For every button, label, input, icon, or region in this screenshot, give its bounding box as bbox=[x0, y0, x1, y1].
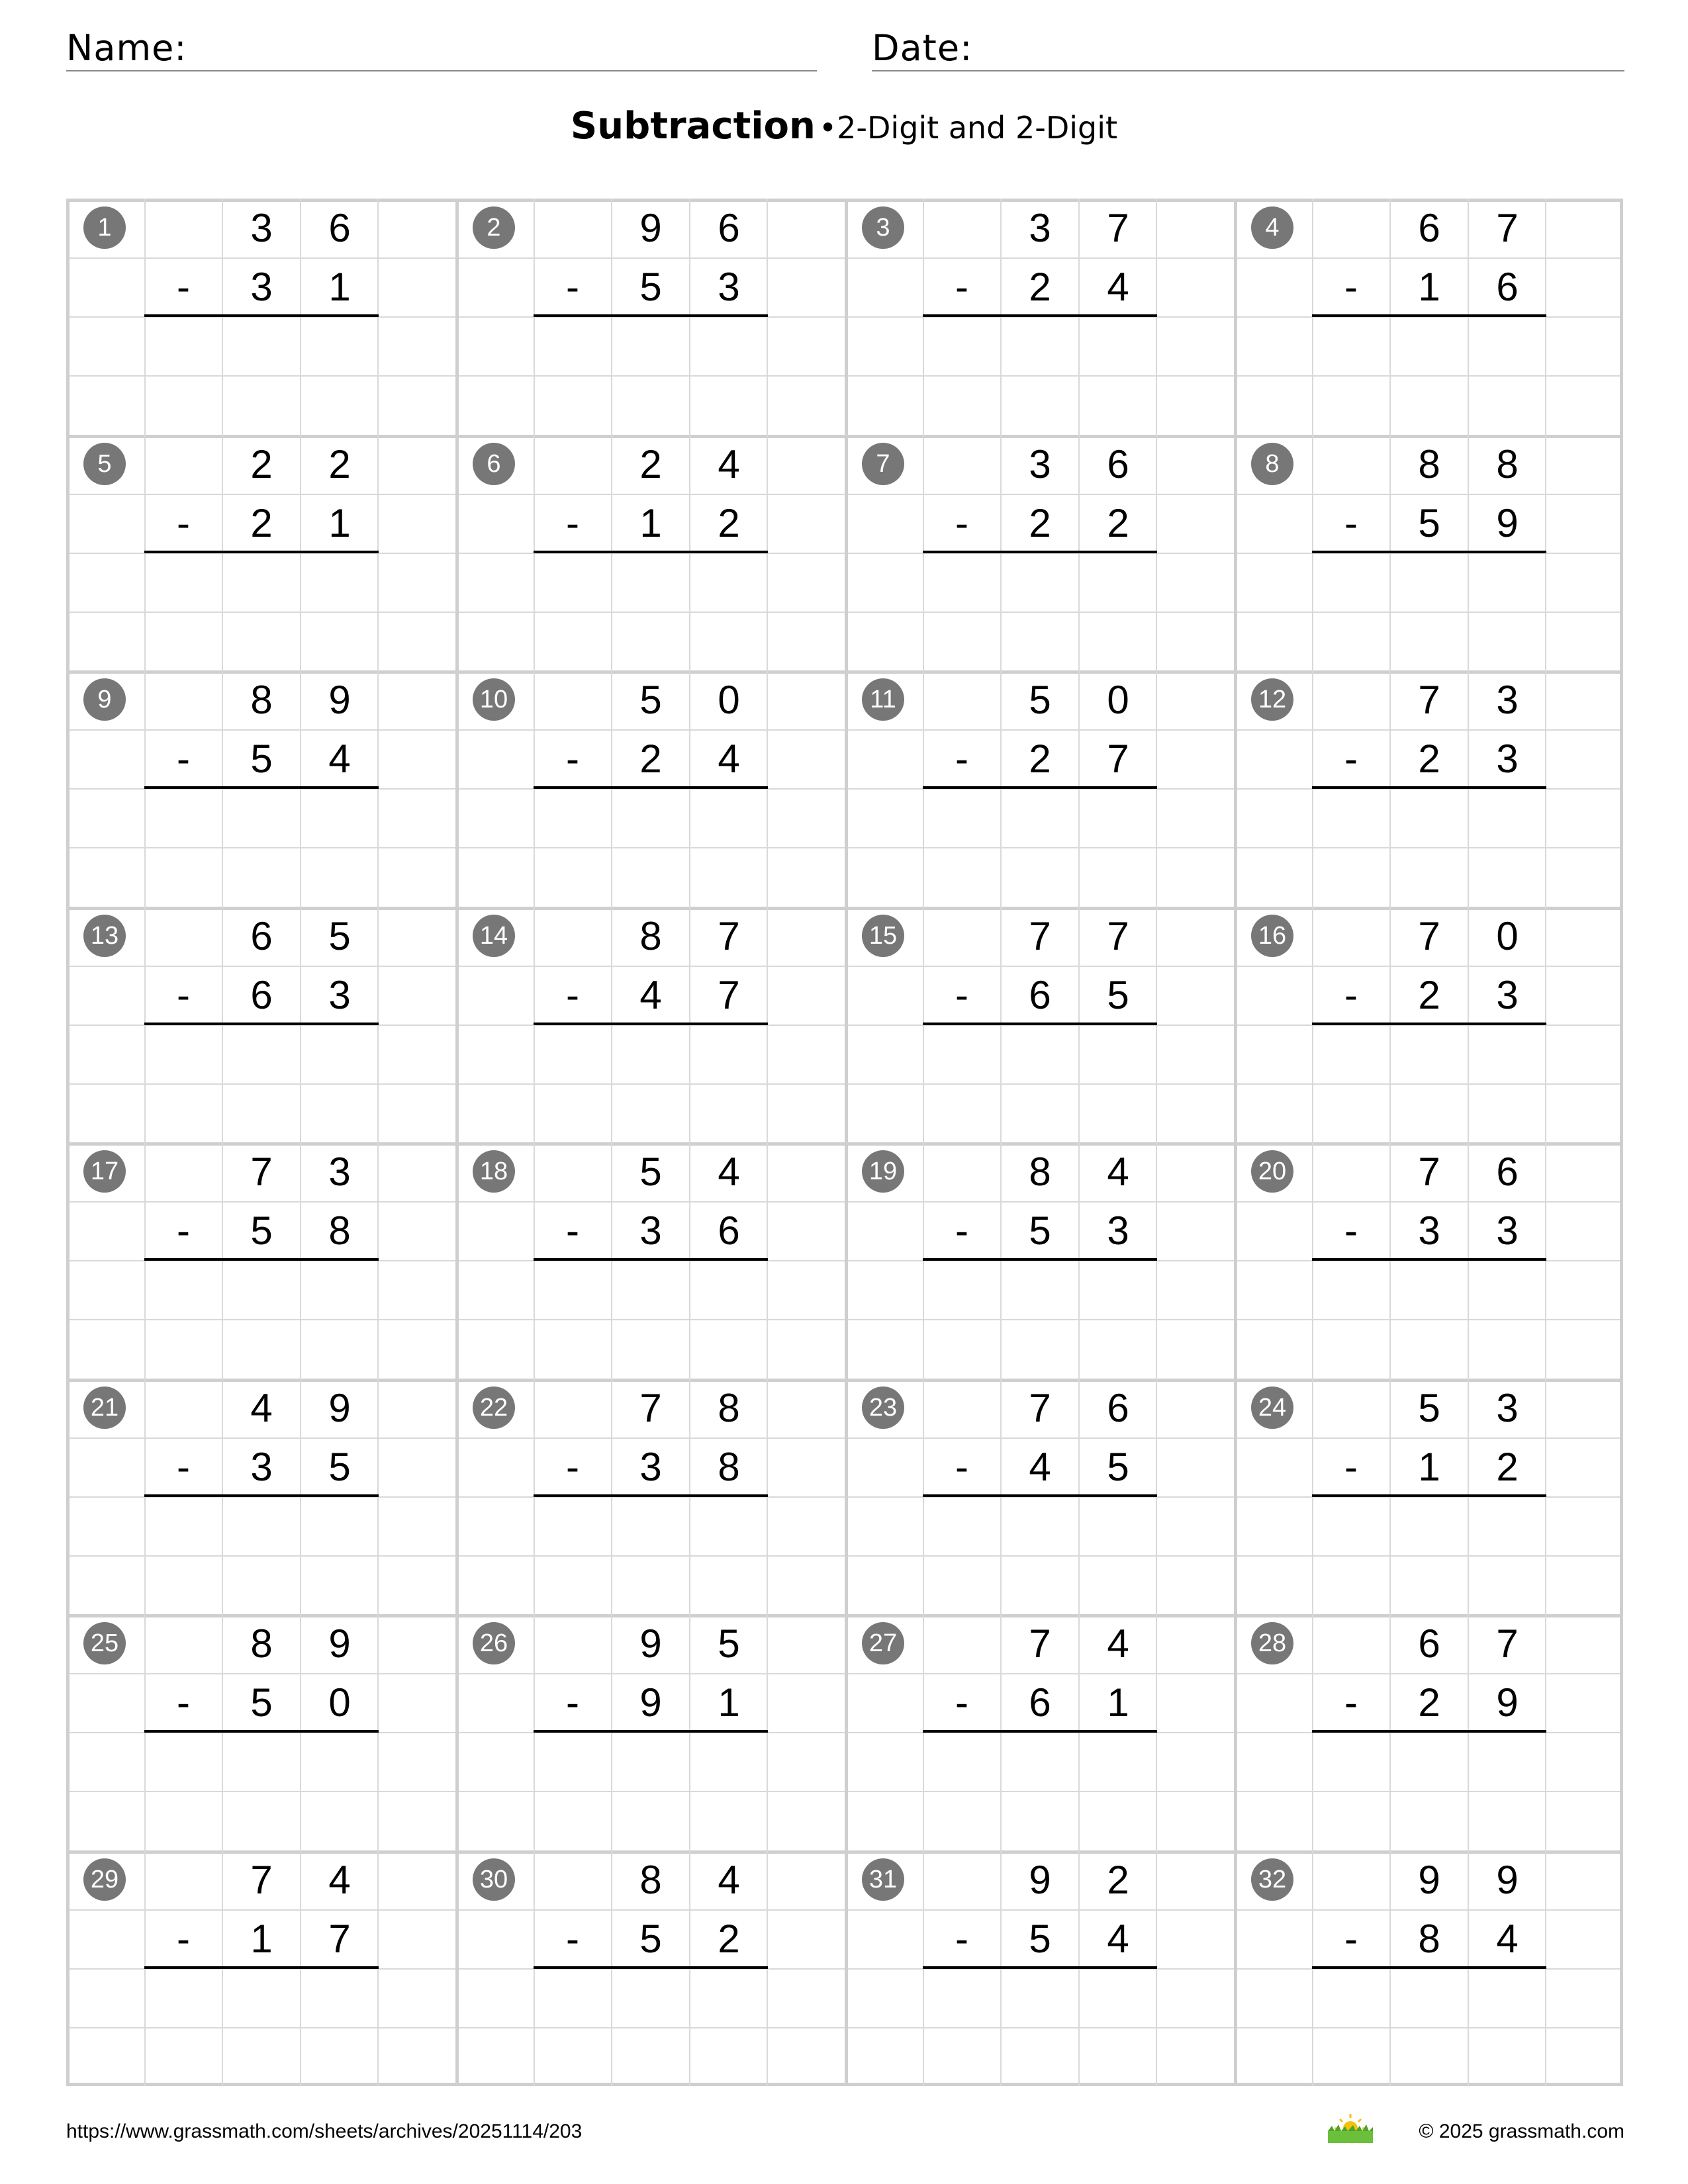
minuend-digit: 3 bbox=[250, 206, 273, 250]
subtrahend-digit: 3 bbox=[1496, 972, 1519, 1017]
subtrahend-digit: 4 bbox=[639, 972, 662, 1017]
minuend-digit: 6 bbox=[1418, 206, 1440, 250]
minuend-digit: 2 bbox=[328, 441, 351, 486]
minuend-digit: 8 bbox=[1029, 1150, 1051, 1194]
minuend-digit: 4 bbox=[250, 1385, 273, 1430]
subtrahend-digit: 4 bbox=[328, 737, 351, 781]
minus-sign: - bbox=[1344, 265, 1358, 309]
answer-line bbox=[534, 314, 768, 317]
minuend-digit: 0 bbox=[1496, 913, 1519, 958]
title-separator: • bbox=[818, 110, 837, 146]
worksheet-title bbox=[0, 105, 1688, 148]
problem-14 bbox=[455, 907, 845, 1142]
subtrahend-digit: 1 bbox=[1418, 265, 1440, 309]
subtrahend-digit: 5 bbox=[1107, 972, 1129, 1017]
minuend-digit: 7 bbox=[718, 913, 740, 958]
minus-sign: - bbox=[177, 1208, 190, 1253]
problem-26 bbox=[455, 1614, 845, 1850]
subtrahend-digit: 5 bbox=[1107, 1444, 1129, 1489]
problem-15 bbox=[845, 907, 1234, 1142]
minuend-digit: 7 bbox=[1029, 913, 1051, 958]
minuend-digit: 4 bbox=[718, 1150, 740, 1194]
minus-sign: - bbox=[566, 1680, 579, 1725]
answer-line bbox=[923, 551, 1157, 553]
subtrahend-digit: 3 bbox=[1107, 1208, 1129, 1253]
footer-url: https://www.grassmath.com/sheets/archives/20251114/203 bbox=[66, 2120, 583, 2142]
problem-number-badge: 28 bbox=[1251, 1622, 1293, 1664]
name-label: Name: bbox=[66, 27, 187, 69]
problem-28 bbox=[1234, 1614, 1623, 1850]
minus-sign: - bbox=[955, 1680, 968, 1725]
answer-line bbox=[144, 1023, 379, 1025]
subtrahend-digit: 1 bbox=[1107, 1680, 1129, 1725]
problem-number-badge: 15 bbox=[862, 915, 904, 957]
answer-line bbox=[144, 786, 379, 789]
answer-line bbox=[534, 786, 768, 789]
answer-line bbox=[1312, 1966, 1546, 1969]
subtrahend-digit: 2 bbox=[1107, 500, 1129, 545]
minus-sign: - bbox=[177, 737, 190, 781]
minus-sign: - bbox=[566, 1444, 579, 1489]
minus-sign: - bbox=[955, 1916, 968, 1961]
problem-30 bbox=[455, 1850, 845, 2086]
problem-number-badge: 21 bbox=[83, 1387, 126, 1429]
answer-line bbox=[144, 1258, 379, 1261]
minuend-digit: 8 bbox=[250, 1621, 273, 1666]
subtrahend-digit: 8 bbox=[1418, 1916, 1440, 1961]
minus-sign: - bbox=[1344, 737, 1358, 781]
subtrahend-digit: 5 bbox=[1029, 1916, 1051, 1961]
problem-number-badge: 7 bbox=[862, 443, 904, 485]
problem-number-badge: 17 bbox=[83, 1150, 126, 1193]
problem-number-badge: 3 bbox=[862, 206, 904, 249]
minus-sign: - bbox=[566, 1916, 579, 1961]
minuend-digit: 8 bbox=[250, 678, 273, 722]
problem-27 bbox=[845, 1614, 1234, 1850]
subtrahend-digit: 3 bbox=[639, 1208, 662, 1253]
problem-10 bbox=[455, 670, 845, 906]
minus-sign: - bbox=[1344, 1916, 1358, 1961]
minuend-digit: 4 bbox=[328, 1857, 351, 1902]
minuend-digit: 4 bbox=[1107, 1150, 1129, 1194]
minuend-digit: 9 bbox=[639, 206, 662, 250]
minuend-digit: 3 bbox=[1029, 441, 1051, 486]
subtrahend-digit: 4 bbox=[1496, 1916, 1519, 1961]
minuend-digit: 9 bbox=[1029, 1857, 1051, 1902]
minus-sign: - bbox=[955, 737, 968, 781]
minus-sign: - bbox=[955, 265, 968, 309]
answer-line bbox=[923, 314, 1157, 317]
minus-sign: - bbox=[177, 972, 190, 1017]
minus-sign: - bbox=[955, 500, 968, 545]
answer-line bbox=[534, 1023, 768, 1025]
problem-18 bbox=[455, 1142, 845, 1378]
subtrahend-digit: 5 bbox=[639, 1916, 662, 1961]
subtrahend-digit: 9 bbox=[1496, 500, 1519, 545]
answer-line bbox=[534, 1258, 768, 1261]
minuend-digit: 9 bbox=[328, 1385, 351, 1430]
subtrahend-digit: 1 bbox=[718, 1680, 740, 1725]
subtrahend-digit: 8 bbox=[718, 1444, 740, 1489]
problem-number-badge: 25 bbox=[83, 1622, 126, 1664]
problem-number-badge: 11 bbox=[862, 678, 904, 721]
subtrahend-digit: 6 bbox=[1496, 265, 1519, 309]
minus-sign: - bbox=[566, 737, 579, 781]
problem-number-badge: 2 bbox=[473, 206, 515, 249]
answer-line bbox=[1312, 314, 1546, 317]
minuend-digit: 5 bbox=[718, 1621, 740, 1666]
minuend-digit: 7 bbox=[1029, 1385, 1051, 1430]
subtrahend-digit: 6 bbox=[1029, 972, 1051, 1017]
answer-line bbox=[1312, 786, 1546, 789]
minuend-digit: 6 bbox=[328, 206, 351, 250]
answer-line bbox=[144, 1494, 379, 1497]
problem-12 bbox=[1234, 670, 1623, 906]
problem-21 bbox=[66, 1379, 455, 1614]
problem-number-badge: 32 bbox=[1251, 1858, 1293, 1901]
minus-sign: - bbox=[177, 1916, 190, 1961]
problem-32 bbox=[1234, 1850, 1623, 2086]
subtrahend-digit: 5 bbox=[250, 737, 273, 781]
subtrahend-digit: 5 bbox=[639, 265, 662, 309]
minus-sign: - bbox=[566, 972, 579, 1017]
minuend-digit: 6 bbox=[1107, 441, 1129, 486]
grass-sun-logo-icon bbox=[1325, 2111, 1376, 2144]
minus-sign: - bbox=[177, 500, 190, 545]
answer-line bbox=[534, 1966, 768, 1969]
answer-line bbox=[923, 1494, 1157, 1497]
subtrahend-digit: 5 bbox=[250, 1208, 273, 1253]
minuend-digit: 9 bbox=[328, 678, 351, 722]
minus-sign: - bbox=[566, 1208, 579, 1253]
subtrahend-digit: 1 bbox=[328, 265, 351, 309]
subtrahend-digit: 7 bbox=[328, 1916, 351, 1961]
subtrahend-digit: 6 bbox=[250, 972, 273, 1017]
minus-sign: - bbox=[1344, 500, 1358, 545]
subtrahend-digit: 1 bbox=[250, 1916, 273, 1961]
problem-8 bbox=[1234, 435, 1623, 670]
minuend-digit: 7 bbox=[639, 1385, 662, 1430]
subtrahend-digit: 6 bbox=[718, 1208, 740, 1253]
subtrahend-digit: 4 bbox=[718, 737, 740, 781]
problem-number-badge: 6 bbox=[473, 443, 515, 485]
subtrahend-digit: 5 bbox=[328, 1444, 351, 1489]
subtrahend-digit: 2 bbox=[250, 500, 273, 545]
subtrahend-digit: 3 bbox=[250, 265, 273, 309]
minuend-digit: 6 bbox=[1107, 1385, 1129, 1430]
minuend-digit: 4 bbox=[718, 441, 740, 486]
minuend-digit: 8 bbox=[639, 913, 662, 958]
minuend-digit: 8 bbox=[1496, 441, 1519, 486]
minuend-digit: 0 bbox=[718, 678, 740, 722]
problem-5 bbox=[66, 435, 455, 670]
answer-line bbox=[923, 1966, 1157, 1969]
minuend-digit: 7 bbox=[1107, 913, 1129, 958]
problem-number-badge: 30 bbox=[473, 1858, 515, 1901]
problem-11 bbox=[845, 670, 1234, 906]
subtrahend-digit: 2 bbox=[1418, 1680, 1440, 1725]
minus-sign: - bbox=[1344, 1444, 1358, 1489]
minuend-digit: 7 bbox=[250, 1857, 273, 1902]
subtrahend-digit: 9 bbox=[1496, 1680, 1519, 1725]
answer-line bbox=[534, 1730, 768, 1733]
minus-sign: - bbox=[955, 1444, 968, 1489]
minuend-digit: 9 bbox=[639, 1621, 662, 1666]
minuend-digit: 7 bbox=[1418, 1150, 1440, 1194]
minuend-digit: 9 bbox=[328, 1621, 351, 1666]
title-main: Subtraction bbox=[570, 105, 816, 148]
minuend-digit: 8 bbox=[639, 1857, 662, 1902]
minuend-digit: 2 bbox=[250, 441, 273, 486]
minus-sign: - bbox=[955, 1208, 968, 1253]
answer-line bbox=[144, 551, 379, 553]
minuend-digit: 7 bbox=[1418, 913, 1440, 958]
subtrahend-digit: 4 bbox=[1029, 1444, 1051, 1489]
problem-16 bbox=[1234, 907, 1623, 1142]
minuend-digit: 7 bbox=[1107, 206, 1129, 250]
problem-number-badge: 23 bbox=[862, 1387, 904, 1429]
date-field[interactable] bbox=[872, 24, 1624, 71]
problem-grid bbox=[66, 199, 1623, 2086]
minuend-digit: 8 bbox=[1418, 441, 1440, 486]
minus-sign: - bbox=[1344, 1680, 1358, 1725]
problem-2 bbox=[455, 199, 845, 434]
footer-copyright: © 2025 grassmath.com bbox=[1419, 2120, 1624, 2142]
subtrahend-digit: 4 bbox=[1107, 265, 1129, 309]
minuend-digit: 7 bbox=[1496, 1621, 1519, 1666]
problem-number-badge: 5 bbox=[83, 443, 126, 485]
problem-number-badge: 24 bbox=[1251, 1387, 1293, 1429]
minuend-digit: 5 bbox=[328, 913, 351, 958]
answer-line bbox=[923, 786, 1157, 789]
subtrahend-digit: 3 bbox=[1496, 737, 1519, 781]
minus-sign: - bbox=[177, 265, 190, 309]
subtrahend-digit: 1 bbox=[328, 500, 351, 545]
answer-line bbox=[534, 1494, 768, 1497]
minuend-digit: 0 bbox=[1107, 678, 1129, 722]
problem-number-badge: 1 bbox=[83, 206, 126, 249]
minuend-digit: 7 bbox=[1496, 206, 1519, 250]
subtrahend-digit: 2 bbox=[718, 500, 740, 545]
minuend-digit: 3 bbox=[328, 1150, 351, 1194]
subtrahend-digit: 3 bbox=[250, 1444, 273, 1489]
answer-line bbox=[1312, 551, 1546, 553]
problem-31 bbox=[845, 1850, 1234, 2086]
problem-20 bbox=[1234, 1142, 1623, 1378]
subtrahend-digit: 2 bbox=[1029, 265, 1051, 309]
minus-sign: - bbox=[177, 1444, 190, 1489]
subtrahend-digit: 2 bbox=[1029, 737, 1051, 781]
problem-1 bbox=[66, 199, 455, 434]
minuend-digit: 7 bbox=[1029, 1621, 1051, 1666]
problem-9 bbox=[66, 670, 455, 906]
subtrahend-digit: 5 bbox=[1418, 500, 1440, 545]
problem-23 bbox=[845, 1379, 1234, 1614]
subtrahend-digit: 5 bbox=[250, 1680, 273, 1725]
problem-number-badge: 27 bbox=[862, 1622, 904, 1664]
answer-line bbox=[144, 1966, 379, 1969]
minus-sign: - bbox=[566, 500, 579, 545]
subtrahend-digit: 3 bbox=[1418, 1208, 1440, 1253]
minuend-digit: 7 bbox=[1418, 678, 1440, 722]
minuend-digit: 5 bbox=[1418, 1385, 1440, 1430]
problem-number-badge: 26 bbox=[473, 1622, 515, 1664]
minuend-digit: 7 bbox=[250, 1150, 273, 1194]
subtrahend-digit: 2 bbox=[1418, 972, 1440, 1017]
problem-number-badge: 16 bbox=[1251, 915, 1293, 957]
problem-22 bbox=[455, 1379, 845, 1614]
minuend-digit: 9 bbox=[1496, 1857, 1519, 1902]
problem-number-badge: 8 bbox=[1251, 443, 1293, 485]
problem-number-badge: 22 bbox=[473, 1387, 515, 1429]
subtrahend-digit: 8 bbox=[328, 1208, 351, 1253]
problem-3 bbox=[845, 199, 1234, 434]
minuend-digit: 6 bbox=[1496, 1150, 1519, 1194]
problem-number-badge: 4 bbox=[1251, 206, 1293, 249]
problem-19 bbox=[845, 1142, 1234, 1378]
problem-6 bbox=[455, 435, 845, 670]
subtrahend-digit: 3 bbox=[718, 265, 740, 309]
minuend-digit: 3 bbox=[1029, 206, 1051, 250]
problem-29 bbox=[66, 1850, 455, 2086]
answer-line bbox=[1312, 1730, 1546, 1733]
problem-number-badge: 19 bbox=[862, 1150, 904, 1193]
answer-line bbox=[1312, 1494, 1546, 1497]
subtrahend-digit: 2 bbox=[639, 737, 662, 781]
subtrahend-digit: 1 bbox=[1418, 1444, 1440, 1489]
problem-17 bbox=[66, 1142, 455, 1378]
minuend-digit: 2 bbox=[639, 441, 662, 486]
minuend-digit: 8 bbox=[718, 1385, 740, 1430]
problem-13 bbox=[66, 907, 455, 1142]
subtrahend-digit: 2 bbox=[1418, 737, 1440, 781]
problem-24 bbox=[1234, 1379, 1623, 1614]
answer-line bbox=[144, 1730, 379, 1733]
subtrahend-digit: 7 bbox=[718, 972, 740, 1017]
subtrahend-digit: 3 bbox=[639, 1444, 662, 1489]
subtrahend-digit: 3 bbox=[1496, 1208, 1519, 1253]
minuend-digit: 6 bbox=[250, 913, 273, 958]
subtrahend-digit: 2 bbox=[718, 1916, 740, 1961]
minus-sign: - bbox=[566, 265, 579, 309]
minuend-digit: 5 bbox=[1029, 678, 1051, 722]
minuend-digit: 4 bbox=[718, 1857, 740, 1902]
minuend-digit: 5 bbox=[639, 678, 662, 722]
minus-sign: - bbox=[1344, 972, 1358, 1017]
problem-number-badge: 14 bbox=[473, 915, 515, 957]
problem-4 bbox=[1234, 199, 1623, 434]
minuend-digit: 2 bbox=[1107, 1857, 1129, 1902]
name-field[interactable] bbox=[66, 24, 817, 71]
subtrahend-digit: 3 bbox=[328, 972, 351, 1017]
subtrahend-digit: 0 bbox=[328, 1680, 351, 1725]
problem-number-badge: 12 bbox=[1251, 678, 1293, 721]
subtrahend-digit: 1 bbox=[639, 500, 662, 545]
answer-line bbox=[923, 1023, 1157, 1025]
minus-sign: - bbox=[177, 1680, 190, 1725]
minus-sign: - bbox=[1344, 1208, 1358, 1253]
problem-number-badge: 18 bbox=[473, 1150, 515, 1193]
problem-number-badge: 13 bbox=[83, 915, 126, 957]
answer-line bbox=[144, 314, 379, 317]
subtrahend-digit: 6 bbox=[1029, 1680, 1051, 1725]
title-subtitle: 2-Digit and 2-Digit bbox=[837, 110, 1118, 146]
minus-sign: - bbox=[955, 972, 968, 1017]
problem-7 bbox=[845, 435, 1234, 670]
subtrahend-digit: 2 bbox=[1496, 1444, 1519, 1489]
problem-number-badge: 9 bbox=[83, 678, 126, 721]
subtrahend-digit: 4 bbox=[1107, 1916, 1129, 1961]
problem-number-badge: 29 bbox=[83, 1858, 126, 1901]
minuend-digit: 3 bbox=[1496, 1385, 1519, 1430]
minuend-digit: 3 bbox=[1496, 678, 1519, 722]
problem-number-badge: 31 bbox=[862, 1858, 904, 1901]
minuend-digit: 6 bbox=[1418, 1621, 1440, 1666]
problem-number-badge: 10 bbox=[473, 678, 515, 721]
minuend-digit: 4 bbox=[1107, 1621, 1129, 1666]
minuend-digit: 5 bbox=[639, 1150, 662, 1194]
answer-line bbox=[923, 1730, 1157, 1733]
answer-line bbox=[1312, 1023, 1546, 1025]
minuend-digit: 6 bbox=[718, 206, 740, 250]
date-label: Date: bbox=[872, 27, 973, 69]
subtrahend-digit: 5 bbox=[1029, 1208, 1051, 1253]
subtrahend-digit: 9 bbox=[639, 1680, 662, 1725]
problem-number-badge: 20 bbox=[1251, 1150, 1293, 1193]
subtrahend-digit: 7 bbox=[1107, 737, 1129, 781]
answer-line bbox=[534, 551, 768, 553]
subtrahend-digit: 2 bbox=[1029, 500, 1051, 545]
answer-line bbox=[1312, 1258, 1546, 1261]
problem-25 bbox=[66, 1614, 455, 1850]
answer-line bbox=[923, 1258, 1157, 1261]
minuend-digit: 9 bbox=[1418, 1857, 1440, 1902]
